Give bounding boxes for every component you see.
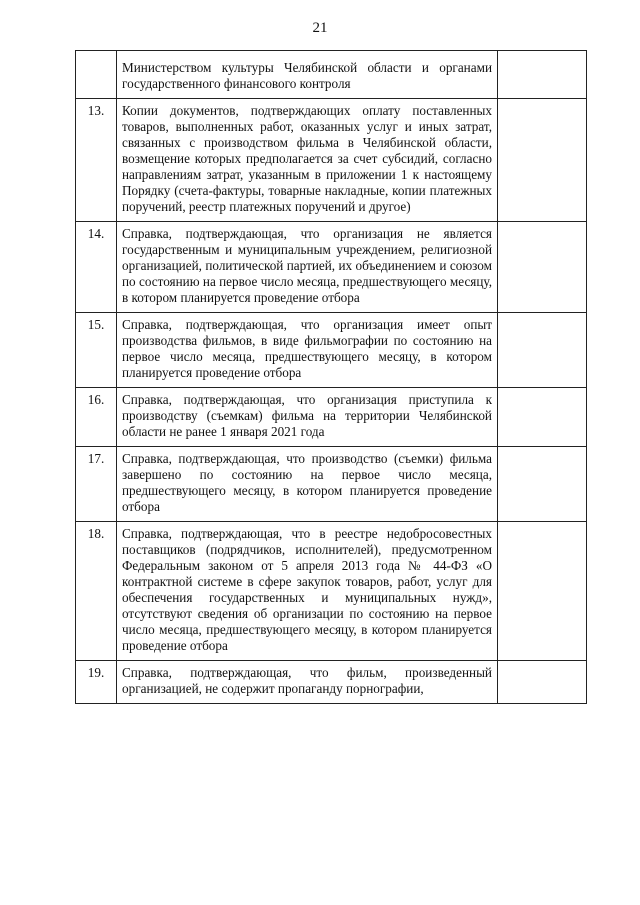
table-row	[76, 51, 587, 99]
row-text: Министерством культуры Челябинской области и органами государственного финансового контроля	[117, 51, 498, 99]
table-row	[76, 447, 587, 522]
row-number: 16.	[76, 388, 117, 447]
row-number: 15.	[76, 313, 117, 388]
row-text: Справка, подтверждающая, что в реестре недобросовестных поставщиков (подрядчиков, исполнителей), предусмотренном Федеральным законом от 5 апреля 2013 года № 44-ФЗ «О контрактной системе в сфере закупок товаров, работ, услуг для обеспечения государственных и муниципальных нужд», отсутствуют сведения об организации по состоянию на первое число месяца, предшествующего месяцу, в котором планируется проведение отбора	[117, 522, 498, 661]
row-mark-cell	[498, 313, 587, 388]
table-row	[76, 661, 587, 704]
row-number: 18.	[76, 522, 117, 661]
row-number: 13.	[76, 99, 117, 222]
row-mark-cell	[498, 222, 587, 313]
row-mark-cell	[498, 51, 587, 99]
row-number: 14.	[76, 222, 117, 313]
table-row	[76, 99, 587, 222]
row-text: Справка, подтверждающая, что производство (съемки) фильма завершено по состоянию на первое число месяца, предшествующего месяцу, в котором планируется проведение отбора	[117, 447, 498, 522]
table-row	[76, 313, 587, 388]
row-mark-cell	[498, 99, 587, 222]
row-number: 17.	[76, 447, 117, 522]
table-row	[76, 388, 587, 447]
table-row	[76, 522, 587, 661]
row-text: Справка, подтверждающая, что организация приступила к производству (съемкам) фильма на территории Челябинской области не ранее 1 января 2021 года	[117, 388, 498, 447]
row-text: Справка, подтверждающая, что организация не является государственным и муниципальным учреждением, религиозной организацией, политической партией, их объединением и союзом по состоянию на первое число месяца, предшествующего месяцу, в котором планируется проведение отбора	[117, 222, 498, 313]
row-mark-cell	[498, 661, 587, 704]
row-mark-cell	[498, 447, 587, 522]
table-row	[76, 222, 587, 313]
row-mark-cell	[498, 522, 587, 661]
row-number: 19.	[76, 661, 117, 704]
documents-table	[75, 50, 587, 704]
page-number: 21	[312, 20, 328, 36]
row-text: Справка, подтверждающая, что фильм, произведенный организацией, не содержит пропаганду порнографии,	[117, 661, 498, 704]
row-text: Справка, подтверждающая, что организация имеет опыт производства фильмов, в виде фильмографии по состоянию на первое число месяца, предшествующего месяцу, в котором планируется проведение отбора	[117, 313, 498, 388]
row-mark-cell	[498, 388, 587, 447]
row-text: Копии документов, подтверждающих оплату поставленных товаров, выполненных работ, оказанных услуг и иных затрат, связанных с производством фильма в Челябинской области, возмещение которых предполагается за счет субсидий, согласно направлениям затрат, указанным в приложении 1 к настоящему Порядку (счета-фактуры, товарные накладные, копии платежных поручений, реестр платежных поручений и другое)	[117, 99, 498, 222]
row-number	[76, 51, 117, 99]
